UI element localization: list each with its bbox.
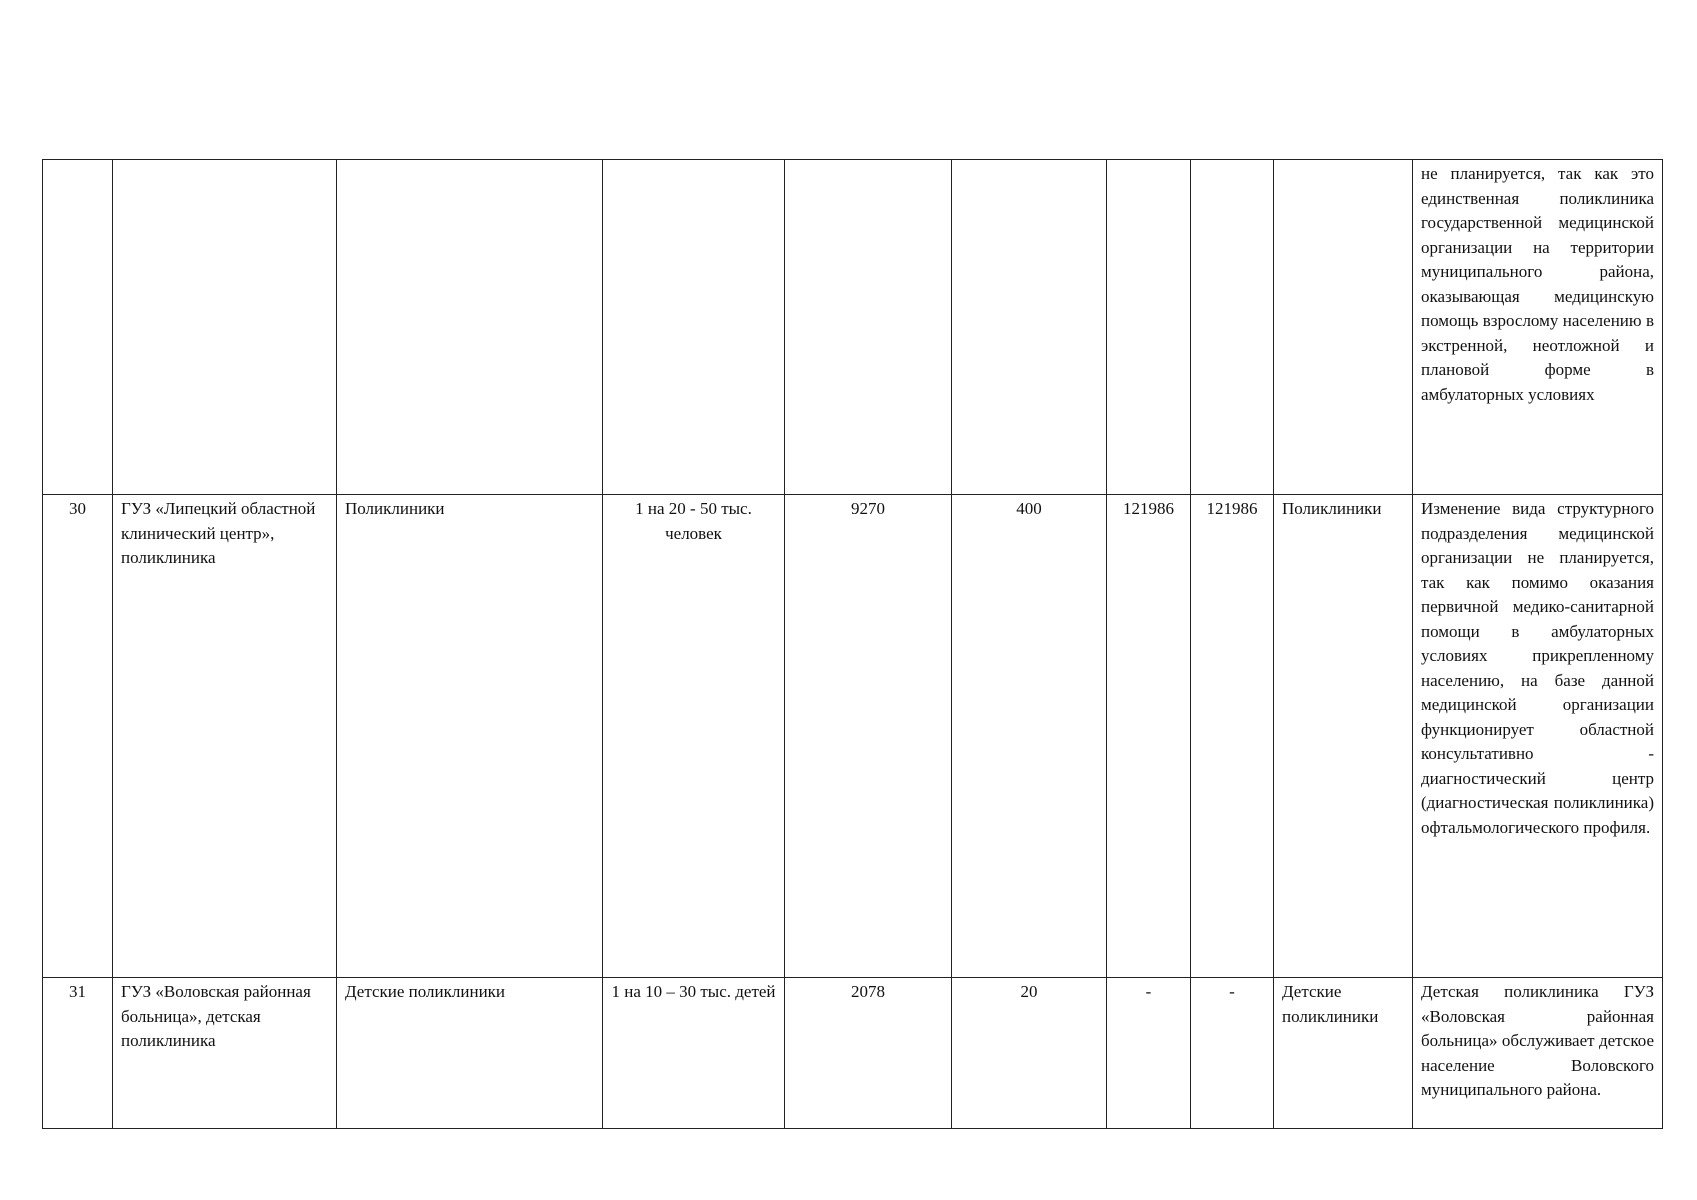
cell-value-3: 121986 <box>1107 495 1191 978</box>
cell-value-4 <box>1191 160 1274 495</box>
cell-value-3: - <box>1107 978 1191 1129</box>
cell-type-2: Детские поликлиники <box>1274 978 1413 1129</box>
table-row <box>43 160 1663 495</box>
cell-value-3 <box>1107 160 1191 495</box>
cell-number <box>43 160 113 495</box>
document-table <box>42 159 1663 1129</box>
cell-note: Изменение вида структурного подразделения медицинской организации не планируется, так как помимо оказания первичной медико-санитарной помощи в амбулаторных условиях прикрепленному населению, на базе данной медицинской организации функционирует областной консультативно - диагностический центр (диагностическая поликлиника) офтальмологического профиля. <box>1413 495 1663 978</box>
cell-number: 30 <box>43 495 113 978</box>
cell-type: Поликлиники <box>337 495 603 978</box>
cell-norm: 1 на 10 – 30 тыс. детей <box>603 978 785 1129</box>
cell-organization <box>113 160 337 495</box>
cell-value-2 <box>952 160 1107 495</box>
cell-value-2: 400 <box>952 495 1107 978</box>
table-row <box>43 978 1663 1129</box>
table-row <box>43 495 1663 978</box>
cell-type-2: Поликлиники <box>1274 495 1413 978</box>
cell-note: Детская поликлиника ГУЗ «Воловская районная больница» обслуживает детское население Воловского муниципального района. <box>1413 978 1663 1129</box>
cell-type: Детские поликлиники <box>337 978 603 1129</box>
cell-norm: 1 на 20 - 50 тыс. человек <box>603 495 785 978</box>
cell-norm <box>603 160 785 495</box>
cell-organization: ГУЗ «Липецкий областной клинический центр», поликлиника <box>113 495 337 978</box>
cell-type-2 <box>1274 160 1413 495</box>
cell-value-1 <box>785 160 952 495</box>
cell-note: не планируется, так как это единственная поликлиника государственной медицинской организации на территории муниципального района, оказывающая медицинскую помощь взрослому населению в экстренной, неотложной и плановой форме в амбулаторных условиях <box>1413 160 1663 495</box>
cell-value-4: - <box>1191 978 1274 1129</box>
cell-number: 31 <box>43 978 113 1129</box>
cell-type <box>337 160 603 495</box>
cell-value-1: 2078 <box>785 978 952 1129</box>
cell-organization: ГУЗ «Воловская районная больница», детская поликлиника <box>113 978 337 1129</box>
cell-value-4: 121986 <box>1191 495 1274 978</box>
cell-value-2: 20 <box>952 978 1107 1129</box>
cell-value-1: 9270 <box>785 495 952 978</box>
